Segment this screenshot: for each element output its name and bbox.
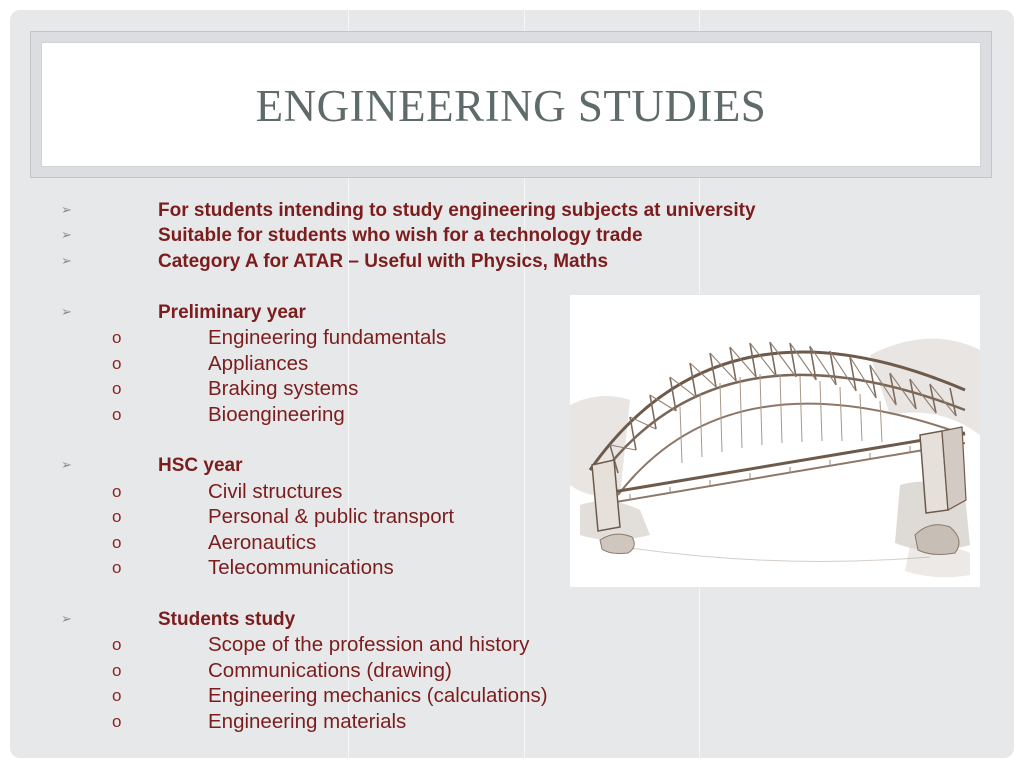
circle-bullet-icon: o [112,482,122,501]
circle-bullet-icon: o [112,507,122,526]
sub-bullet-text: Scope of the profession and history [208,633,530,656]
arrow-bullet-icon: ➢ [61,203,72,218]
circle-bullet-icon: o [112,379,122,398]
slide-title: ENGINEERING STUDIES [255,80,767,131]
sub-bullet-text: Appliances [208,352,309,375]
sub-bullet-text: Engineering fundamentals [208,326,447,349]
arrow-bullet-icon: ➢ [61,254,72,269]
bullet-text: Category A for ATAR – Useful with Physics, Maths [158,251,609,272]
section-heading-text: Preliminary year [158,302,306,323]
arrow-bullet-icon: ➢ [61,305,72,320]
sub-bullet-text: Bioengineering [208,403,345,426]
circle-bullet-icon: o [112,405,122,424]
sub-bullet-text: Telecommunications [208,556,394,579]
circle-bullet-icon: o [112,328,122,347]
bullet-text: For students intending to study engineering subjects at university [158,200,756,221]
circle-bullet-icon: o [112,558,122,577]
sub-bullet-text: Aeronautics [208,531,317,554]
sub-bullet-text: Braking systems [208,377,359,400]
sub-bullet-text: Communications (drawing) [208,659,452,682]
slide [10,10,1014,758]
section-heading-text: HSC year [158,455,243,476]
circle-bullet-icon: o [112,712,122,731]
sub-bullet-text: Engineering mechanics (calculations) [208,684,548,707]
circle-bullet-icon: o [112,533,122,552]
arrow-bullet-icon: ➢ [61,612,72,627]
circle-bullet-icon: o [112,686,122,705]
bridge-image [570,295,980,587]
circle-bullet-icon: o [112,354,122,373]
arrow-bullet-icon: ➢ [61,458,72,473]
bullet-text: Suitable for students who wish for a technology trade [158,225,643,246]
sub-bullet-text: Personal & public transport [208,505,455,528]
circle-bullet-icon: o [112,661,122,680]
section-heading-text: Students study [158,609,296,630]
sub-bullet-text: Civil structures [208,480,343,503]
sub-bullet-text: Engineering materials [208,710,407,733]
circle-bullet-icon: o [112,635,122,654]
arrow-bullet-icon: ➢ [61,228,72,243]
arch-bridge-sketch-icon [570,295,980,587]
